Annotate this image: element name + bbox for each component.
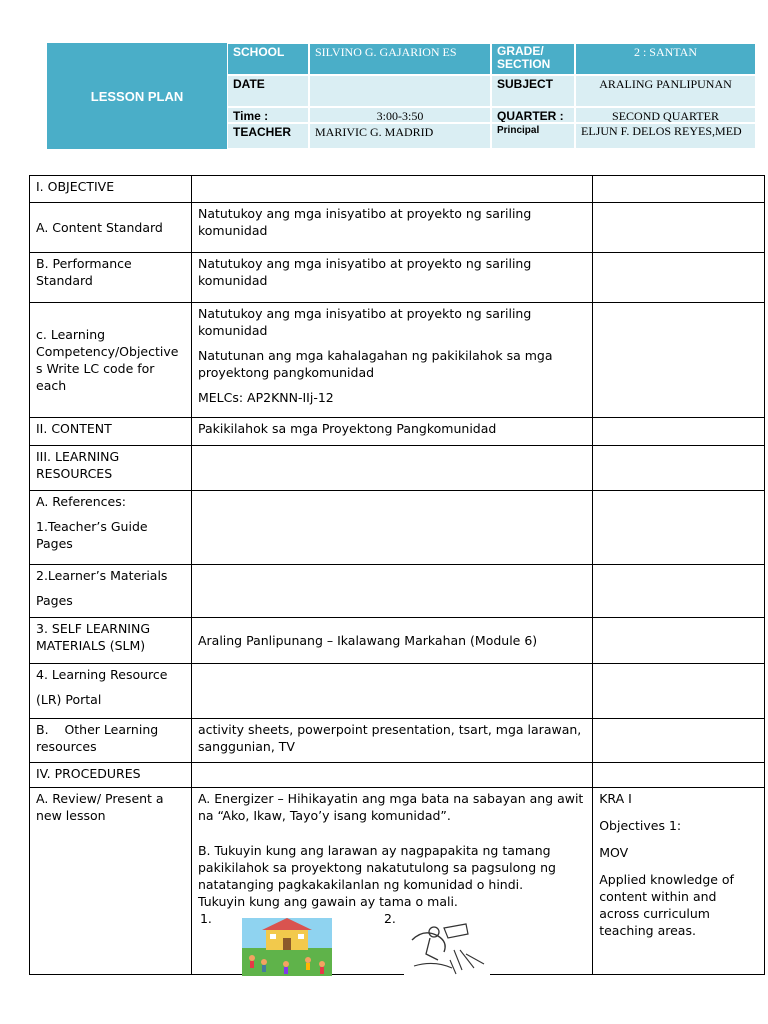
learning-competency-label: c. Learning Competency/Objective s Write LC code for each: [30, 303, 192, 418]
lesson-plan-title: LESSON PLAN: [47, 43, 227, 149]
kra-cell: [593, 788, 765, 975]
lr-portal-label-2: (LR) Portal: [36, 692, 102, 707]
slm-value: Araling Panlipunang – Ikalawang Markahan (Module 6): [191, 618, 592, 664]
review-task-c: Tukuyin kung ang gawain ay tama o mali.: [197, 894, 458, 909]
date-label: DATE: [227, 75, 309, 107]
procedures-label: IV. PROCEDURES: [30, 763, 192, 788]
subject-value: ARALING PANLIPUNAN: [575, 75, 756, 107]
teachers-guide-label: 1.Teacher’s Guide Pages: [36, 519, 148, 551]
review-content: [191, 788, 592, 975]
content-value: Pakikilahok sa mga Proyektong Pangkomunidad: [191, 418, 592, 446]
principal-label: Principal: [491, 123, 575, 149]
references-cell: [30, 491, 192, 565]
teacher-value: MARIVIC G. MADRID: [309, 123, 491, 149]
other-resources-label: B. Other Learning resources: [30, 719, 192, 763]
learning-resources-label: III. LEARNING RESOURCES: [30, 446, 192, 491]
date-value: [309, 75, 491, 107]
references-label: A. References:: [36, 494, 126, 509]
performance-standard-value: Natutukoy ang mga inisyatibo at proyekto ng sariling komunidad: [191, 253, 592, 303]
item-1-number: 1.: [199, 911, 212, 926]
objectives-label: Objectives 1:: [599, 818, 682, 833]
grade-value: 2 : SANTAN: [575, 43, 756, 75]
review-label: A. Review/ Present a new lesson: [30, 788, 192, 975]
content-standard-label: A. Content Standard: [30, 203, 192, 253]
review-task-b: B. Tukuyin kung ang larawan ay nagpapakita ng tamang pakikilahok sa proyektong nakatutulong sa pagsulong ng natatanging pagkakakilanlan ng komunidad o hindi.: [197, 843, 556, 892]
learners-pages-label: Pages: [36, 593, 73, 608]
melc-code: MELCs: AP2KNN-IIj-12: [197, 390, 334, 405]
learning-competency-value: [191, 303, 592, 418]
item-2-number: 2.: [383, 911, 396, 926]
content-label: II. CONTENT: [30, 418, 192, 446]
content-standard-value: Natutukoy ang mga inisyatibo at proyekto ng sariling komunidad: [191, 203, 592, 253]
slm-label: 3. SELF LEARNING MATERIALS (SLM): [30, 618, 192, 664]
time-value: 3:00-3:50: [309, 107, 491, 123]
review-images: [198, 910, 586, 972]
objective-heading: I. OBJECTIVE: [30, 176, 192, 203]
quarter-value: SECOND QUARTER: [575, 107, 756, 123]
community-school-image: [242, 918, 332, 976]
school-value: SILVINO G. GAJARION ES: [309, 43, 491, 75]
learners-materials-label: 2.Learner’s Materials: [36, 568, 168, 583]
lr-portal-cell: [30, 664, 192, 719]
lc-text-2: Natutunan ang mga kahalagahan ng pakikilahok sa mga proyektong pangkomunidad: [197, 348, 553, 380]
time-label: Time :: [227, 107, 309, 123]
quarter-label: QUARTER :: [491, 107, 575, 123]
principal-value: ELJUN F. DELOS REYES,MED: [575, 123, 756, 149]
review-energizer: A. Energizer – Hihikayatin ang mga bata na sabayan ang awit na “Ako, Ikaw, Tayo’y isang komunidad”.: [197, 791, 584, 823]
teacher-label: TEACHER: [227, 123, 309, 149]
mov-label: MOV: [599, 845, 629, 860]
grade-label: GRADE/ SECTION: [491, 43, 575, 75]
school-label: SCHOOL: [227, 43, 309, 75]
performance-standard-label: B. Performance Standard: [30, 253, 192, 303]
line-drawing-image: [404, 920, 490, 976]
kra-label: KRA I: [599, 791, 632, 806]
lesson-plan-header: [47, 43, 756, 149]
lr-portal-label: 4. Learning Resource: [36, 667, 168, 682]
subject-label: SUBJECT: [491, 75, 575, 107]
lesson-plan-table: [29, 175, 765, 975]
applied-knowledge-text: Applied knowledge of content within and across curriculum teaching areas.: [599, 872, 734, 938]
lc-text-1: Natutukoy ang mga inisyatibo at proyekto ng sariling komunidad: [197, 306, 532, 338]
other-resources-value: activity sheets, powerpoint presentation, tsart, mga larawan, sanggunian, TV: [191, 719, 592, 763]
learners-materials-cell: [30, 565, 192, 618]
